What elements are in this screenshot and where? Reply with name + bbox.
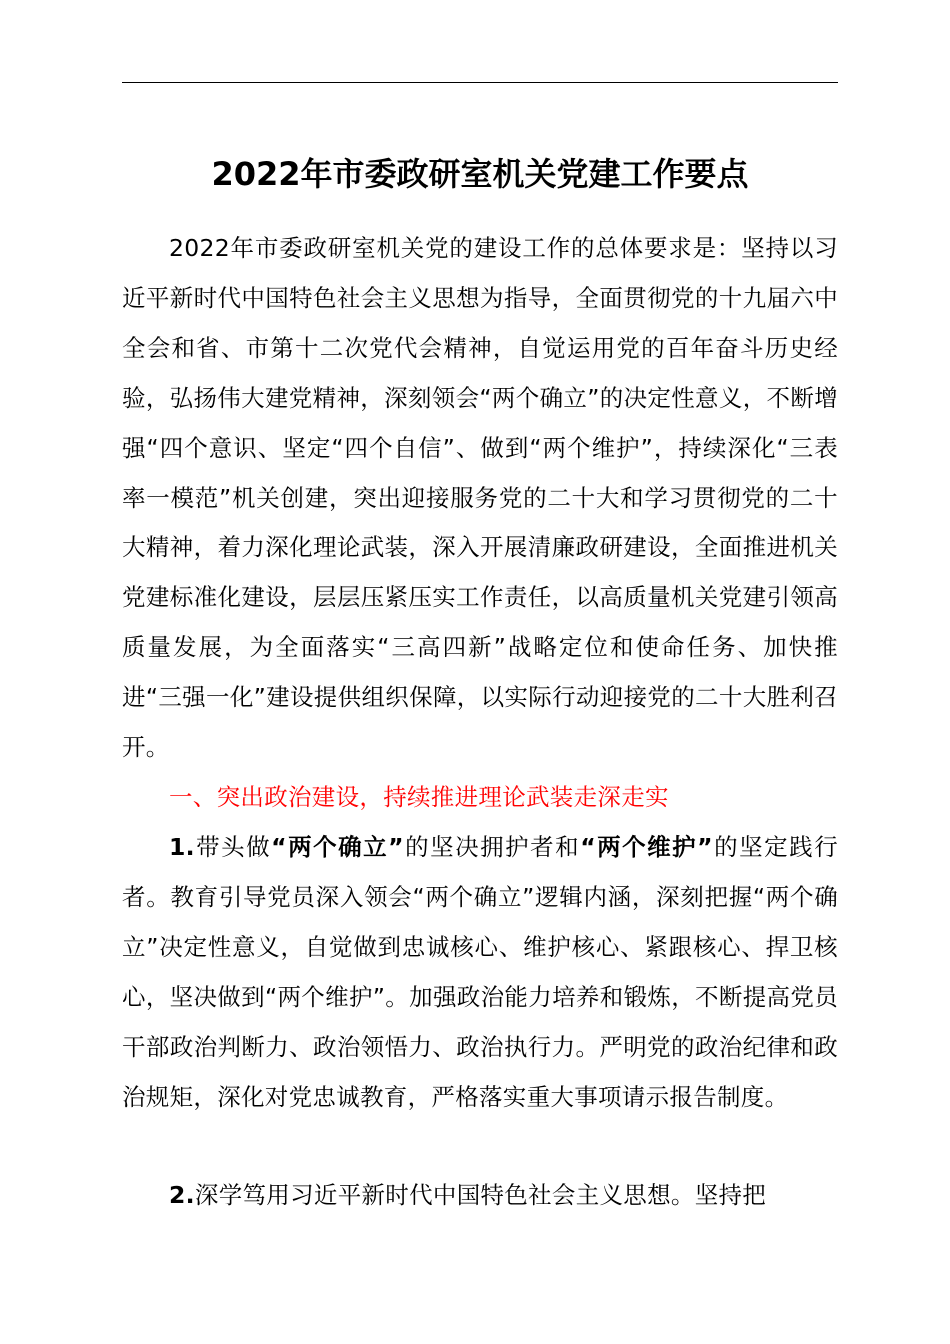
intro-paragraph: 2022年市委政研室机关党的建设工作的总体要求是：坚持以习近平新时代中国特色社会主义思想为指导，全面贯彻党的十九届六中全会和省、市第十二次党代会精神，自觉运用党的百年奋斗历史经验，弘扬伟大建党精神，深刻领会“两个确立”的决定性意义，不断增强“四个意识、坚定“四个自信”、做到“两个维护”，持续深化“三表率一模范”机关创建，突出迎接服务党的二十大和学习贯彻党的二十大精神，着力深化理论武装，深入开展清廉政研建设，全面推进机关党建标准化建设，层层压紧压实工作责任，以高质量机关党建引领高质量发展，为全面落实“三高四新”战略定位和使命任务、加快推进“三强一化”建设提供组织保障，以实际行动迎接党的二十大胜利召开。 xyxy=(122,234,838,762)
item-1-lead-c: 的坚定践行者。 xyxy=(122,833,838,911)
item-1-number: 1. xyxy=(169,833,195,861)
item-2-number: 2. xyxy=(169,1181,195,1209)
item-2-text: 深学笃用习近平新时代中国特色社会主义思想。坚持把 xyxy=(194,1181,767,1209)
item-2-paragraph xyxy=(122,1171,838,1221)
item-1-lead-a: 带头做 xyxy=(194,833,272,861)
item-1-paragraph xyxy=(122,823,838,1122)
header-rule xyxy=(122,82,838,83)
item-1-quote-a: “两个确立” xyxy=(271,833,404,861)
document-title: 2022年市委政研室机关党建工作要点 xyxy=(211,155,749,193)
item-1-body: 教育引导党员深入领会“两个确立”逻辑内涵，深刻把握“两个确立”决定性意义，自觉做到忠诚核心、维护核心、紧跟核心、捍卫核心，坚决做到“两个维护”。加强政治能力培养和锻炼，不断提高党员干部政治判断力、政治领悟力、政治执行力。严明党的政治纪律和政治规矩，深化对党忠诚教育，严格落实重大事项请示报告制度。 xyxy=(122,882,838,1111)
item-1-lead-b: 的坚决拥护者和 xyxy=(403,833,581,861)
item-1-quote-b: “两个维护” xyxy=(580,833,713,861)
section-heading-1: 一、突出政治建设，持续推进理论武装走深走实 xyxy=(169,783,669,811)
